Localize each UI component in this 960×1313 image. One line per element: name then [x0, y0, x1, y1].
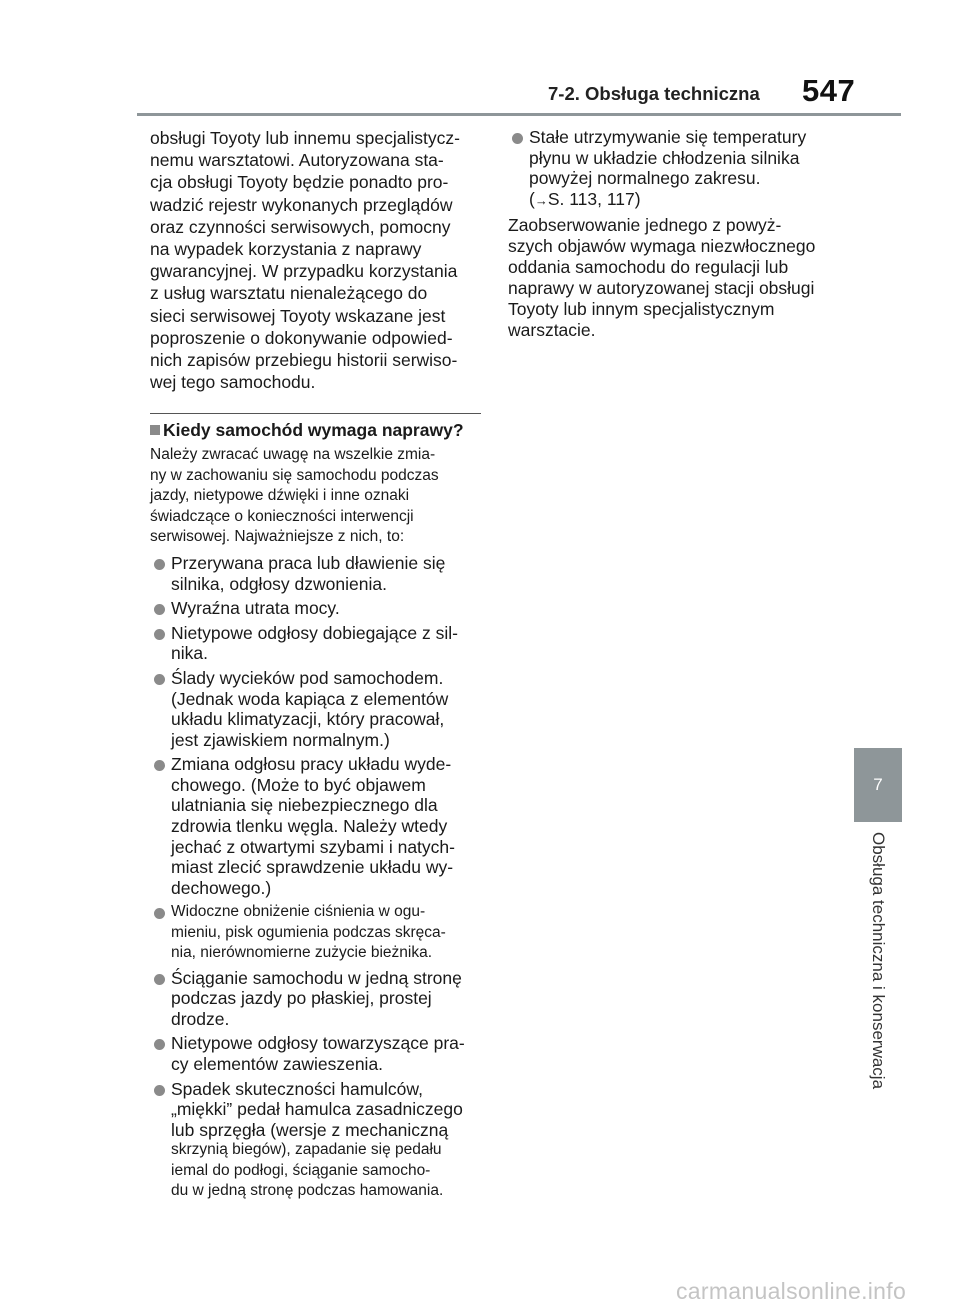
list-item — [150, 1079, 485, 1202]
bullet-icon — [154, 1039, 165, 1050]
list-item-text: Zmiana odgłosu pracy układu wyde- chowego. (Może to być objawem ulatniania się niebezpiecznego dla zdrowia tlenku węgla. Należy wtedy jechać z otwartymi szybami i natych- miast zlecić sprawdzenie układu wy- dechowego.) — [171, 754, 455, 898]
list-item-text: Przerywana praca lub dławienie się silnika, odgłosy dzwonienia. — [171, 552, 446, 594]
list-item-text: Ślady wycieków pod samochodem. (Jednak woda kapiąca z elementów układu klimatyzacji, który pracował, jest zjawiskiem normalnym.) — [171, 667, 449, 750]
bullet-icon — [154, 629, 165, 640]
list-item-text: Stałe utrzymywanie się temperatury płynu w układzie chłodzenia silnika powyżej normalnego zakresu. — [529, 127, 807, 189]
list-item-text: Nietypowe odgłosy towarzyszące pra- cy elementów zawieszenia. — [171, 1033, 465, 1075]
page-reference: (→S. 113, 117) — [529, 188, 641, 209]
page-number: 547 — [802, 73, 856, 108]
list-item — [150, 623, 485, 664]
list-item-subtext: skrzynią biegów), zapadanie się pedału iemal do podłogi, ściąganie samocho- du w jedną stronę podczas hamowania. — [171, 1141, 444, 1200]
conclusion-paragraph: Zaobserwowanie jednego z powyż- szych objawów wymaga niezwłocznego oddania samochodu do regulacji lub naprawy w autoryzowanej stacji obsługi Toyoty lub innym specjalistycznym warsztacie. — [508, 215, 816, 341]
section-intro: Należy zwracać uwagę na wszelkie zmia- ny w zachowaniu się samochodu podczas jazdy, nietypowe dźwięki i inne oznaki świadczące o konieczności interwencji serwisowej. Najważniejsze z nich, to: — [150, 446, 439, 546]
list-item — [150, 668, 485, 750]
bullet-icon — [512, 133, 523, 144]
list-item-text: Widoczne obniżenie ciśnienia w ogu- mieniu, pisk ogumienia podczas skręca- nia, nierównomierne zużycie bieżnika. — [171, 903, 446, 962]
bullet-icon — [154, 760, 165, 771]
bullet-icon — [154, 1085, 165, 1096]
section-divider — [150, 413, 481, 414]
page-reference-text: S. 113, 117) — [547, 188, 641, 209]
section-heading — [150, 419, 485, 441]
watermark: carmanualsonline.info — [676, 1278, 907, 1304]
list-item-text: Ściąganie samochodu w jedną stronę podczas jazdy po płaskiej, prostej drodze. — [171, 967, 462, 1029]
chapter-title: Obsługa techniczna i konserwacja — [869, 832, 888, 1090]
header-rule — [137, 113, 901, 116]
list-item-text: Wyraźna utrata mocy. — [171, 598, 340, 619]
list-item — [150, 968, 485, 1030]
chapter-tab: 7 — [854, 748, 902, 822]
list-item-text: Spadek skuteczności hamulców, „miękki” pedał hamulca zasadniczego lub sprzęgła (wersje z mechaniczną — [171, 1078, 463, 1140]
list-item — [150, 553, 485, 594]
list-item — [150, 754, 485, 898]
left-column — [150, 127, 485, 1202]
bullet-icon — [154, 908, 165, 919]
list-item — [150, 598, 485, 619]
bullet-icon — [154, 604, 165, 615]
bullet-icon — [154, 974, 165, 985]
section-heading-text: Kiedy samochód wymaga naprawy? — [163, 420, 464, 441]
list-item — [150, 902, 485, 963]
section-title: 7-2. Obsługa techniczna — [548, 83, 760, 104]
arrow-right-icon: → — [534, 192, 548, 208]
intro-paragraph: obsługi Toyoty lub innemu specjalistycz- nemu warsztatowi. Autoryzowana sta- cja obsługi Toyoty będzie ponadto pro- wadzić rejestr wykonanych przeglądów oraz czynności serwisowych, pomocny na wypadek korzystania z naprawy gwarancyjnej. W przypadku korzystania z usług warsztatu nienależącego do sieci serwisowej Toyoty wskazane jest poproszenie o dokonywanie odpowied- nich zapisów przebiegu historii serwiso- wej tego samochodu. — [150, 128, 460, 393]
right-column — [508, 127, 838, 341]
square-bullet-icon — [150, 425, 160, 435]
bullet-icon — [154, 674, 165, 685]
list-item-text: Nietypowe odgłosy dobiegające z sil- nika. — [171, 622, 458, 664]
list-item — [150, 1033, 485, 1074]
bullet-icon — [154, 559, 165, 570]
list-item — [508, 127, 838, 211]
